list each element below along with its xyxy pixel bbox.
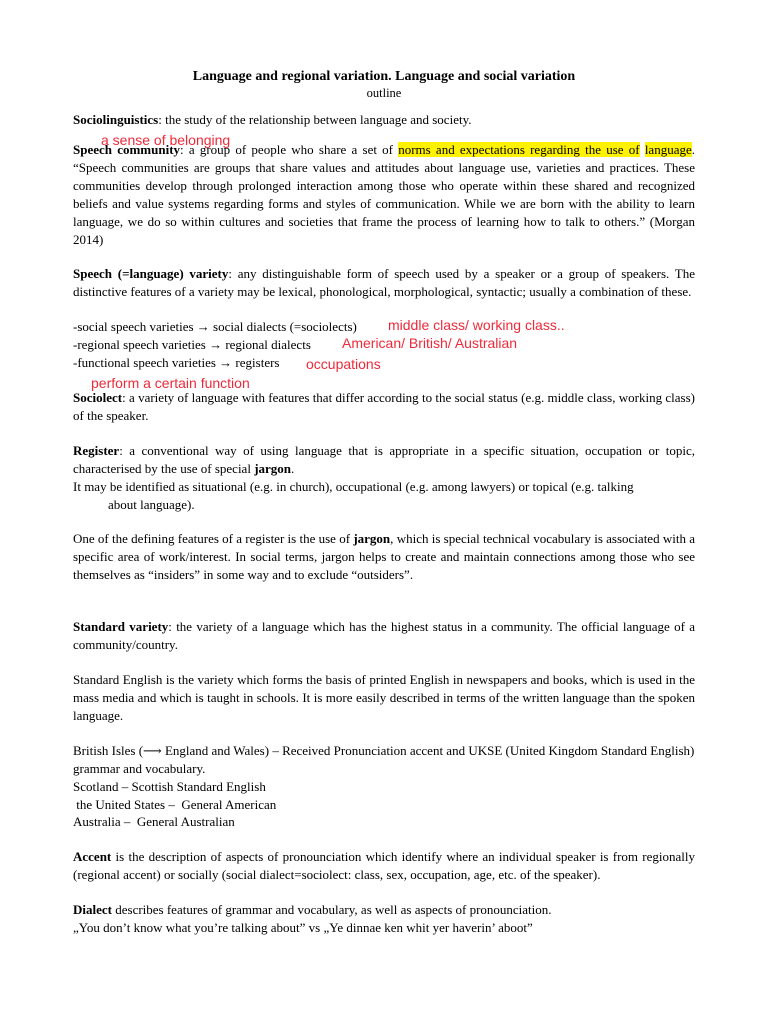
dialect-example: „You don’t know what you’re talking about” vs „Ye dinnae ken whit yer haverin’ aboot” bbox=[73, 920, 533, 935]
dialect-definition bbox=[73, 901, 695, 919]
term-speech-variety: Speech (=language) variety bbox=[73, 266, 229, 281]
register-definition bbox=[73, 442, 695, 478]
term-accent: Accent bbox=[73, 849, 112, 864]
term-register: Register bbox=[73, 443, 120, 458]
sociolect-definition bbox=[73, 389, 695, 425]
term-speech-community: Speech community bbox=[73, 142, 181, 157]
annotation-function: perform a certain function bbox=[91, 375, 250, 391]
standard-variety-definition bbox=[73, 618, 695, 654]
standard-us: the United States – General American bbox=[73, 797, 277, 812]
annotation-regions: American/ British/ Australian bbox=[342, 335, 518, 351]
jargon-text-a: One of the defining features of a register is the use of bbox=[73, 531, 354, 546]
register-types-line-2: about language). bbox=[108, 497, 195, 512]
speech-community-text-b: . “Speech communities are groups that share values and attitudes about language use, varieties and practices. These communities develop through prolonged interaction among those who operate within these shared and recognized beliefs and value systems regarding forms and styles of communication. While we are born with the ability to learn language, we do so within cultures and societies that frame the process of learning how to talk to others.” (Morgan 2014) bbox=[73, 142, 695, 247]
annotation-occupations: occupations bbox=[306, 356, 381, 372]
jargon-paragraph bbox=[73, 530, 695, 584]
sociolinguistics-definition bbox=[73, 111, 695, 129]
variety-item-functional: -functional speech varieties → registers bbox=[73, 355, 280, 370]
register-types-line: It may be identified as situational (e.g. in church), occupational (e.g. among lawyers) or topical (e.g. talking bbox=[73, 479, 634, 494]
standard-scotland: Scotland – Scottish Standard English bbox=[73, 779, 266, 794]
standard-english-paragraph: Standard English is the variety which forms the basis of printed English in newspapers and books, which is used in the mass media and which is taught in schools. It is more easily described in terms of the written language than the spoken language. bbox=[73, 672, 695, 723]
dialect-text: describes features of grammar and vocabulary, as well as aspects of pronounciation. bbox=[111, 902, 552, 917]
standard-british: British Isles (⟶ England and Wales) – Received Pronunciation accent and UKSE (United Kingdom Standard English) grammar and vocabulary. bbox=[73, 743, 695, 776]
term-sociolect: Sociolect bbox=[73, 390, 123, 405]
sociolinguistics-text: : the study of the relationship between language and society. bbox=[158, 112, 472, 127]
term-sociolinguistics: Sociolinguistics bbox=[73, 112, 159, 127]
annotation-classes: middle class/ working class.. bbox=[388, 317, 565, 333]
accent-text: is the description of aspects of pronounciation which identify where an individual speaker is from regionally (regional accent) or socially (social dialect=sociolect: class, sex, occupation, age, etc. of the speaker). bbox=[73, 849, 695, 882]
standard-variety-text: : the variety of a language which has the highest status in a community. The official language of a community/country. bbox=[73, 619, 696, 652]
jargon-text-b: , which is special technical vocabulary is associated with a specific area of work/interest. In social terms, jargon helps to create and maintain connections among those who see themselves as “insiders” in some way and to exclude “outsiders”. bbox=[73, 531, 695, 582]
term-jargon-2: jargon bbox=[353, 531, 391, 546]
document-subtitle: outline bbox=[366, 86, 402, 100]
speech-variety-text: : any distinguishable form of speech used by a speaker or a group of speakers. The distinctive features of a variety may be lexical, phonological, morphological, syntactic; usually a combination of these. bbox=[73, 266, 695, 299]
highlight-norms: norms and expectations regarding the use of bbox=[398, 142, 640, 157]
sociolect-text: : a variety of language with features that differ according to the social status (e.g. middle class, working class) of the speaker. bbox=[73, 390, 695, 423]
annotation-belonging: a sense of belonging bbox=[101, 132, 231, 148]
term-dialect: Dialect bbox=[73, 902, 112, 917]
term-jargon: jargon bbox=[254, 461, 292, 476]
register-text-a: : a conventional way of using language that is appropriate in a specific situation, occupation or topic, characterised by the use of special bbox=[73, 443, 695, 476]
speech-variety-definition bbox=[73, 265, 695, 301]
variety-item-social: -social speech varieties → social dialects (=sociolects) bbox=[73, 319, 357, 334]
standard-australia: Australia – General Australian bbox=[73, 814, 235, 829]
term-standard-variety: Standard variety bbox=[73, 619, 169, 634]
register-text-b: . bbox=[291, 461, 295, 476]
speech-community-text-a: : a group of people who share a set of bbox=[180, 142, 399, 157]
variety-item-regional: -regional speech varieties → regional dialects bbox=[73, 337, 311, 352]
accent-definition bbox=[73, 848, 695, 884]
speech-community-definition bbox=[73, 141, 695, 249]
document-title: Language and regional variation. Language and social variation bbox=[192, 69, 576, 84]
highlight-language: language bbox=[644, 142, 692, 157]
